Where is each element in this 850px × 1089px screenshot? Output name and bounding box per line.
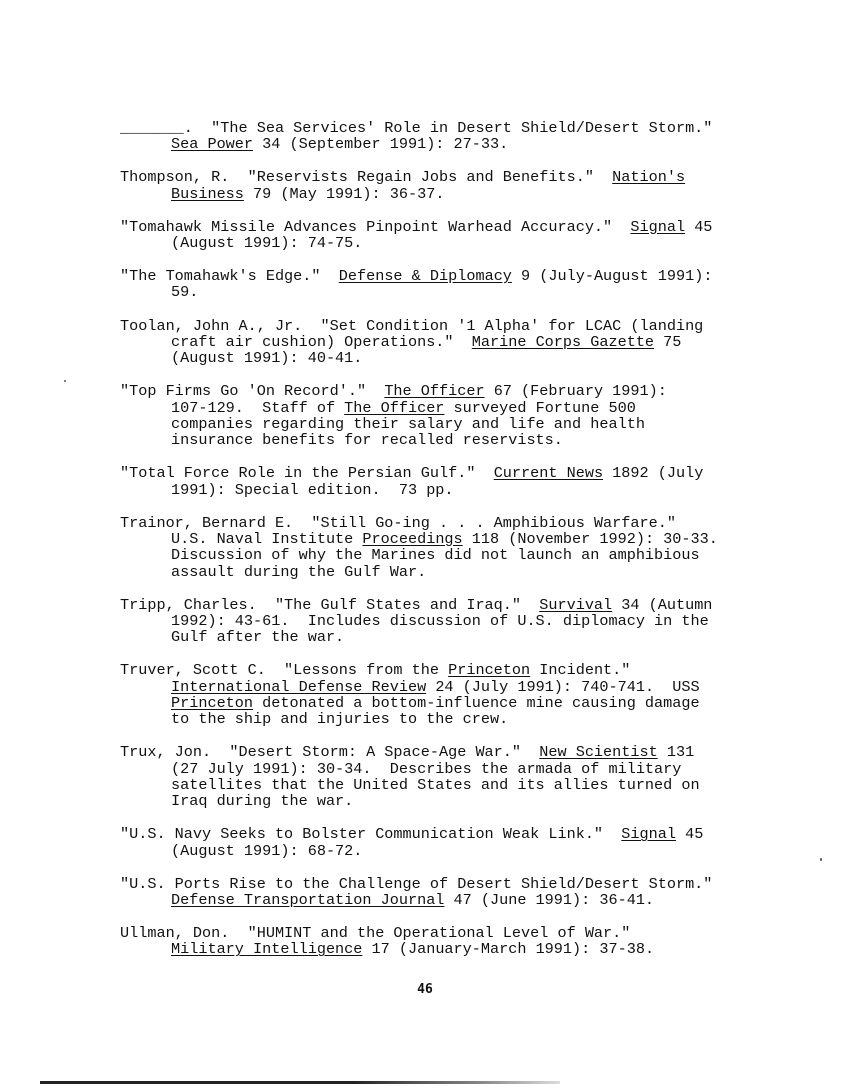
entry-text: 45 (August 1991): 68-72. xyxy=(171,825,704,860)
publication-title: Princeton xyxy=(171,693,254,712)
publication-title: International Defense Review xyxy=(171,677,427,696)
entry-text: Trux, Jon. "Desert Storm: A Space-Age War." xyxy=(120,743,540,762)
bibliography-entry xyxy=(120,383,780,448)
entry-text: Truver, Scott C. "Lessons from the xyxy=(120,661,449,680)
bibliography-entry xyxy=(120,465,780,498)
publication-title: Sea Power xyxy=(171,135,254,154)
bibliography-entry xyxy=(120,876,780,909)
bibliography-entry xyxy=(120,515,780,580)
entry-text: Ullman, Don. "HUMINT and the Operational Level of War." xyxy=(120,924,631,943)
entry-text: 67 (February 1991): 107-129. Staff of xyxy=(171,382,667,417)
entry-text: 9 (July-August 1991): 59. xyxy=(171,267,713,302)
entry-text: "U.S. Navy Seeks to Bolster Communication Weak Link." xyxy=(120,825,622,844)
entry-text: _______. "The Sea Services' Role in Desert Shield/Desert Storm." xyxy=(120,119,713,137)
entry-text: 34 (Autumn 1992): 43-61. Includes discussion of U.S. diplomacy in the Gulf after the war. xyxy=(171,595,713,647)
publication-title: Military Intelligence xyxy=(171,940,363,959)
publication-title: Current News xyxy=(493,464,604,483)
entry-text: Thompson, R. "Reservists Regain Jobs and Benefits." xyxy=(120,168,613,187)
publication-title: The Officer xyxy=(344,398,445,417)
entry-text: Toolan, John A., Jr. "Set Condition '1 Alpha' for LCAC (landing craft air cushion) Operations." xyxy=(120,316,704,351)
scan-speck xyxy=(820,858,822,861)
bibliography-entry xyxy=(120,597,780,646)
entry-text: "Top Firms Go 'On Record'." xyxy=(120,382,385,401)
bibliography-entry xyxy=(120,662,780,727)
publication-title: Marine Corps Gazette xyxy=(471,332,655,351)
entry-text: 45 (August 1991): 74-75. xyxy=(171,217,713,253)
bibliography-entry xyxy=(120,120,780,153)
bibliography-entry xyxy=(120,318,780,367)
bibliography-entry xyxy=(120,826,780,859)
entry-text: Tripp, Charles. "The Gulf States and Iraq." xyxy=(120,595,540,614)
entry-text: 118 (November 1992): 30-33. Discussion of why the Marines did not launch an amphibious assault during the Gulf War. xyxy=(171,529,718,581)
entry-text: 17 (January-March 1991): 37-38. xyxy=(362,940,655,959)
publication-title: Princeton xyxy=(448,661,531,680)
bibliography-entry xyxy=(120,744,780,809)
entry-text: 47 (June 1991): 36-41. xyxy=(444,890,655,909)
entry-text: 34 (September 1991): 27-33. xyxy=(253,135,509,154)
publication-title: Signal xyxy=(630,217,686,236)
publication-title: New Scientist xyxy=(539,743,658,762)
entry-text: 24 (July 1991): 740-741. USS xyxy=(435,677,700,696)
bibliography-entry xyxy=(120,169,780,202)
scan-edge-rule xyxy=(40,1081,560,1084)
publication-title: Defense Transportation Journal xyxy=(171,890,445,909)
entry-text: detonated a bottom-influence mine causing damage to the ship and injuries to the crew. xyxy=(171,693,700,729)
bibliography-entry xyxy=(120,925,780,958)
publication-title: Defense & Diplomacy xyxy=(338,267,512,286)
publication-title: Survival xyxy=(539,595,613,614)
entry-text: 75 (August 1991): 40-41. xyxy=(171,332,682,368)
entry-text: Incident." xyxy=(539,661,631,680)
page-number: 46 xyxy=(417,982,433,997)
scan-speck xyxy=(64,380,66,382)
bibliography-entry xyxy=(120,268,780,301)
entry-text: "The Tomahawk's Edge." xyxy=(120,267,339,286)
entry-text: Trainor, Bernard E. "Still Go-ing . . . Amphibious Warfare." U.S. Naval Institute xyxy=(120,513,676,548)
entry-text: 1892 (July 1991): Special edition. 73 pp. xyxy=(171,464,704,499)
entry-text: surveyed Fortune 500 companies regarding their salary and life and health insurance benefits for recalled reservists. xyxy=(171,398,645,450)
bibliography-list xyxy=(120,120,780,974)
publication-title: The Officer xyxy=(384,382,485,401)
publication-title: Signal xyxy=(621,825,676,844)
entry-text: "Total Force Role in the Persian Gulf." xyxy=(120,464,494,483)
publication-title: Nation's Business xyxy=(171,168,686,203)
bibliography-entry xyxy=(120,219,780,252)
entry-text: "Tomahawk Missile Advances Pinpoint Warhead Accuracy." xyxy=(120,217,631,236)
entry-text: 79 (May 1991): 36-37. xyxy=(243,184,445,203)
publication-title: Proceedings xyxy=(362,529,463,548)
entry-text: "U.S. Ports Rise to the Challenge of Desert Shield/Desert Storm." xyxy=(120,874,713,893)
entry-text: 131 (27 July 1991): 30-34. Describes the armada of military satellites that the United States and its allies turned on Iraq during the war. xyxy=(171,743,700,811)
